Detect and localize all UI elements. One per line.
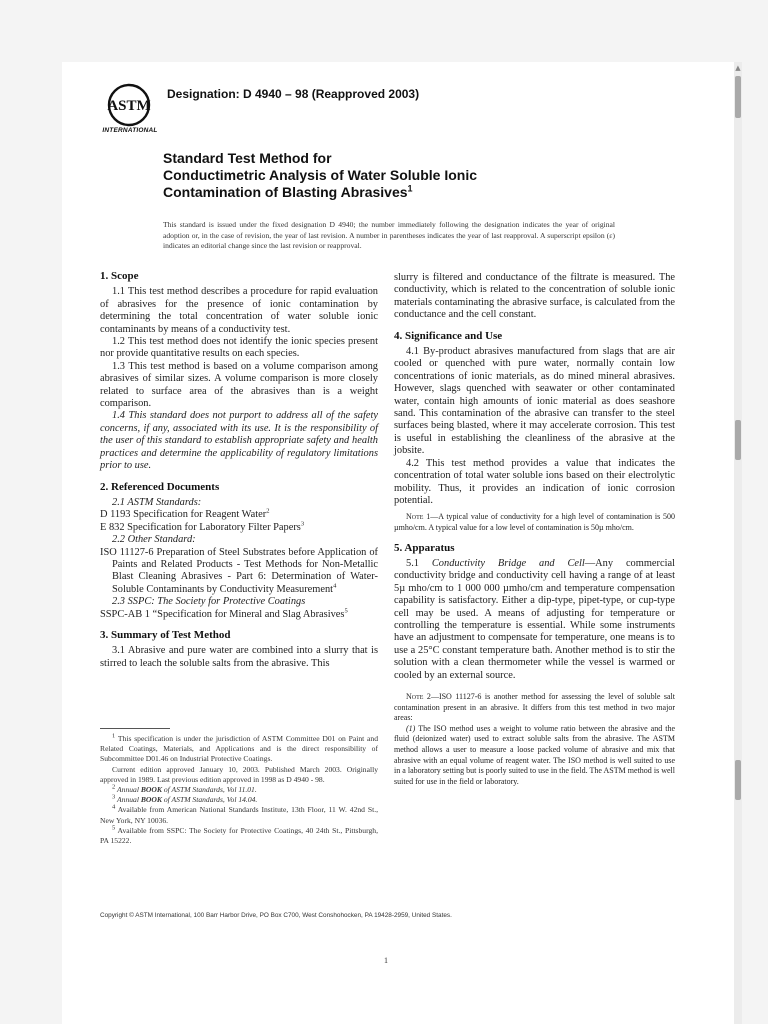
page-number: 1 [384,956,388,965]
footnote-1-edition: Current edition approved January 10, 2003. Published March 2003. Originally approved in 1989. Last previous edition approved in 1998 as D 4940 - 98. [100,764,378,784]
section-heading-summary: 3. Summary of Test Method [100,628,231,641]
left-column [100,270,378,670]
standard-issue-note: This standard is issued under the fixed designation D 4940; the number immediately following the designation indicates the year of original adoption or, in the case of revision, the year of last revision. A number in parentheses indicates the year of last reapproval. A superscript epsilon (ε) indicates an editorial change since the last revision or reapproval. [163,220,615,250]
footnote-3: $^3$ Annual BOOK of ASTM Standards, Vol 14.04. [112,793,258,805]
title-line-3: Contamination of Blasting Abrasives$^1$ [163,183,413,200]
paragraph-1-3: 1.3 This test method is based on a volume comparison among abrasives of similar sizes. A volume comparison is more closely related to surface area of the abrasives than is a weight comparison. [100,360,378,410]
other-standard-label: 2.2 Other Standard: [112,534,196,546]
scrollbar-thumb[interactable] [735,76,741,118]
paragraph-1-4: 1.4 This standard does not purport to address all of the safety concerns, if any, associated with its use. It is the responsibility of the user of this standard to establish appropriate safety and health practices and determine the applicability of regulatory limitations prior to use. [100,410,378,472]
section-heading-scope: 1. Scope [100,270,139,282]
section-heading-referenced-documents: 2. Referenced Documents [100,480,220,493]
title-line-2: Conductimetric Analysis of Water Soluble Ionic [163,167,478,183]
footnote-5: $^5$ Available from SSPC: The Society for Protective Coatings, 40 24th St., Pittsburgh, PA 15222. [100,824,378,846]
paragraph-1-1: 1.1 This test method describes a procedure for rapid evaluation of abrasives for the presence of ionic contamination by determining the total concentration of water soluble ionic contaminants by means of a conductivity test. [100,286,378,335]
scroll-up-arrow-icon[interactable]: ▲ [735,64,741,72]
copyright-line: Copyright © ASTM International, 100 Barr Harbor Drive, PO Box C700, West Conshohocken, PA 19428-2959, United States. [100,912,452,919]
paragraph-3-1: 3.1 Abrasive and pure water are combined into a slurry that is stirred to leach the soluble salts from the abrasive. This [100,645,378,669]
footnote-divider [100,728,170,729]
scrollbar-marker [735,760,741,800]
logo-text: ASTM [107,98,151,114]
footnote-1: $^1$ This specification is under the jurisdiction of ASTM Committee D01 on Paint and Related Coatings, Materials, and Applications and is the direct responsibility of Subcommittee D01.46 on Industrial Protective Coatings. [100,732,378,764]
scrollbar-track[interactable] [734,62,742,1024]
logo-caption: INTERNATIONAL [102,127,158,134]
right-column [394,272,675,787]
paragraph-4-2: 4.2 This test method provides a value that indicates the concentration of total water soluble ions based on their electrolytic mobility. Thus, it provides an indication of ionic corrosion potential. [394,457,675,506]
note-2-item-1: (1) The ISO method uses a weight to volume ratio between the abrasive and the fluid (deionized water) used to extract soluble salts from the abrasive. The ASTM method allows a user to measure a loose packed volume of abrasive and mix that abrasive with an equal volume of reagent water. The ISO method is well suited to use in a laboratory setting but is poorly suited to use in the field. The ASTM method is well suited for use in the field or laboratory. [394,723,675,786]
paragraph-1-2: 1.2 This test method does not identify the ionic species present nor provide quantitative results on each species. [100,336,378,360]
note-1: Note 1—A typical value of conductivity for a high level of contamination is 500 µmho/cm. A typical value for a low level of contamination is 50µ mho/cm. [394,512,675,532]
footnote-4: $^4$ Available from American National Standards Institute, 13th Floor, 11 W. 42nd St., New York, NY 10036. [100,803,378,825]
section-heading-apparatus: 5. Apparatus [394,541,455,554]
paragraph-4-1: 4.1 By-product abrasives manufactured from slags that are air cooled or quenched with pure water, normally contain low concentrations of ionic materials, as do mined mineral abrasives. However, slags quenched with seawater or other contaminated water, contain high amounts of ionic material as does seashore sand. This contamination of the abrasive can transfer to the steel surfaces being blasted, where it may accelerate corrosion. This test is useful in establishing the cleanliness of the abrasive at the jobsite. [394,346,675,457]
reference-e832: E 832 Specification for Laboratory Filter Papers$^3$ [100,520,305,533]
paragraph-3-1-continued: slurry is filtered and conductance of the filtrate is measured. The conductivity, which is related to the concentration of soluble ionic materials contaminating the abrasive surface, is calculated from the conductance and the cell constant. [394,272,675,321]
reference-sspc-ab1: SSPC-AB 1 “Specification for Mineral and Slag Abrasives$^5$ [100,607,348,620]
astm-standards-label: 2.1 ASTM Standards: [112,496,202,508]
designation: Designation: D 4940 – 98 (Reapproved 2003) [167,87,420,101]
scrollbar-marker [735,420,741,460]
document-page [62,62,734,1024]
footnotes [100,734,378,846]
title-line-1: Standard Test Method for [163,150,332,166]
reference-iso-11127-6: ISO 11127-6 Preparation of Steel Substrates before Application of Paints and Related Products - Test Methods for Non-Metallic Blast Cleaning Abrasives - Part 6: Determination of Water-Soluble Contaminants by Conductivity Measurement$^4$ [100,546,378,595]
document-title [163,150,593,201]
paragraph-5-1: 5.1 Conductivity Bridge and Cell—Any commercial conductivity bridge and conductivity cell having a range of at least 5µ mho/cm to 1 000 000 µmho/cm and temperature compensation capability is satisfactory. Either a dip-type, pipet-type, or cup-type cell may be used. A means of adjusting for temperature or controlling the temperature is essential. While some instruments have an adjustment to compensate for temperature, one means is to use a 25°C constant temperature bath. Another method is to stir the solution with a clean thermometer while the vessel is warmed or cooled by an external source. [394,557,675,681]
sspc-label: 2.3 SSPC: The Society for Protective Coatings [112,596,306,608]
note-2: Note 2—ISO 11127-6 is another method for assessing the level of soluble salt contamination present in an abrasive. It differs from this test method in two major areas: [394,691,675,723]
title-footnote-mark: 1 [407,183,413,194]
reference-d1193: D 1193 Specification for Reagent Water$^2$ [100,507,270,521]
section-heading-significance: 4. Significance and Use [394,329,503,342]
footnote-2: $^2$ Annual BOOK of ASTM Standards, Vol 11.01. [112,783,257,795]
